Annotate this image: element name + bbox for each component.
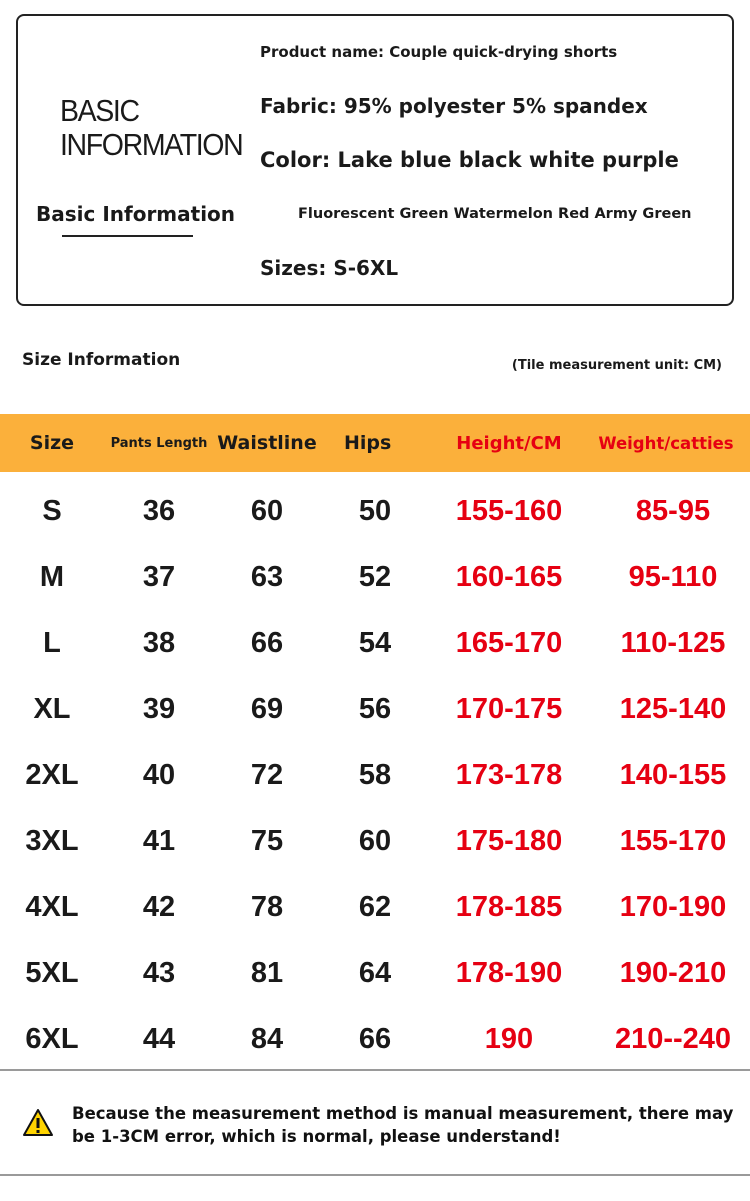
cell-pants-length: 41 bbox=[142, 824, 176, 857]
cell-hips: 60 bbox=[358, 824, 392, 857]
cell-size: 2XL bbox=[25, 758, 79, 791]
cell-waistline: 75 bbox=[250, 824, 284, 857]
cell-size: 3XL bbox=[25, 824, 79, 857]
cell-pants-length: 42 bbox=[142, 890, 176, 923]
color-info-more: Fluorescent Green Watermelon Red Army Green bbox=[298, 206, 692, 222]
cell-pants-length: 40 bbox=[142, 758, 176, 791]
header-height: Height/CM bbox=[456, 432, 562, 454]
sizes-info: Sizes: S-6XL bbox=[260, 256, 399, 280]
cell-size: 6XL bbox=[25, 1022, 79, 1055]
cell-waistline: 81 bbox=[250, 956, 284, 989]
cell-weight: 110-125 bbox=[620, 626, 726, 659]
cell-waistline: 63 bbox=[250, 560, 284, 593]
cell-weight: 95-110 bbox=[628, 560, 718, 593]
size-table-header bbox=[0, 414, 750, 472]
table-row bbox=[0, 478, 750, 544]
measurement-note: Because the measurement method is manual measurement, there may be 1-3CM error, which is normal, please understand! bbox=[72, 1104, 734, 1146]
table-row bbox=[0, 676, 750, 742]
cell-waistline: 78 bbox=[250, 890, 284, 923]
cell-weight: 155-170 bbox=[619, 824, 727, 857]
cell-weight: 140-155 bbox=[619, 758, 727, 791]
table-row bbox=[0, 874, 750, 940]
footer-divider-bottom bbox=[0, 1174, 750, 1176]
cell-hips: 66 bbox=[358, 1022, 392, 1055]
fabric-info: Fabric: 95% polyester 5% spandex bbox=[260, 94, 648, 118]
cell-height: 178-190 bbox=[455, 956, 563, 989]
cell-height: 175-180 bbox=[455, 824, 563, 857]
header-waistline: Waistline bbox=[217, 432, 317, 454]
cell-size: M bbox=[39, 560, 65, 593]
table-row bbox=[0, 610, 750, 676]
cell-hips: 64 bbox=[358, 956, 392, 989]
basic-info-subtitle: Basic Information bbox=[36, 202, 236, 226]
cell-weight: 190-210 bbox=[619, 956, 727, 989]
basic-info-heading bbox=[60, 94, 244, 162]
cell-hips: 56 bbox=[358, 692, 392, 725]
table-row bbox=[0, 1006, 750, 1072]
cell-weight: 85-95 bbox=[635, 494, 711, 527]
cell-size: S bbox=[42, 494, 62, 527]
cell-waistline: 72 bbox=[250, 758, 284, 791]
table-row bbox=[0, 742, 750, 808]
cell-height: 160-165 bbox=[455, 560, 563, 593]
cell-pants-length: 37 bbox=[142, 560, 176, 593]
cell-size: XL bbox=[33, 692, 71, 725]
cell-weight: 125-140 bbox=[619, 692, 727, 725]
header-pants-length: Pants Length bbox=[110, 435, 208, 451]
cell-waistline: 60 bbox=[250, 494, 284, 527]
cell-size: L bbox=[43, 626, 61, 659]
size-info-title: Size Information bbox=[22, 350, 181, 370]
cell-pants-length: 38 bbox=[142, 626, 176, 659]
product-name: Product name: Couple quick-drying shorts bbox=[260, 43, 618, 61]
cell-pants-length: 44 bbox=[142, 1022, 176, 1055]
cell-height: 173-178 bbox=[455, 758, 563, 791]
cell-hips: 62 bbox=[358, 890, 392, 923]
heading-line-2: INFORMATION bbox=[60, 127, 243, 162]
cell-pants-length: 36 bbox=[142, 494, 176, 527]
cell-pants-length: 39 bbox=[142, 692, 176, 725]
subtitle-underline bbox=[62, 235, 193, 237]
cell-height: 155-160 bbox=[455, 494, 563, 527]
cell-height: 165-170 bbox=[455, 626, 563, 659]
cell-waistline: 66 bbox=[250, 626, 284, 659]
cell-waistline: 69 bbox=[250, 692, 284, 725]
cell-size: 5XL bbox=[25, 956, 79, 989]
cell-hips: 58 bbox=[358, 758, 392, 791]
table-row bbox=[0, 940, 750, 1006]
cell-height: 178-185 bbox=[455, 890, 563, 923]
basic-info-box bbox=[16, 14, 734, 306]
table-row bbox=[0, 808, 750, 874]
heading-line-1: BASIC bbox=[60, 93, 139, 128]
cell-hips: 52 bbox=[358, 560, 392, 593]
cell-weight: 170-190 bbox=[619, 890, 727, 923]
header-weight: Weight/catties bbox=[598, 433, 734, 453]
header-hips: Hips bbox=[344, 432, 392, 454]
table-row bbox=[0, 544, 750, 610]
cell-pants-length: 43 bbox=[142, 956, 176, 989]
footer-divider-top bbox=[0, 1069, 750, 1071]
cell-waistline: 84 bbox=[250, 1022, 284, 1055]
color-info: Color: Lake blue black white purple bbox=[260, 148, 679, 172]
cell-weight: 210--240 bbox=[614, 1022, 732, 1055]
cell-hips: 54 bbox=[358, 626, 392, 659]
cell-hips: 50 bbox=[358, 494, 392, 527]
cell-size: 4XL bbox=[25, 890, 79, 923]
unit-note: (Tile measurement unit: CM) bbox=[511, 358, 722, 373]
cell-height: 170-175 bbox=[455, 692, 563, 725]
cell-height: 190 bbox=[484, 1022, 534, 1055]
warning-icon bbox=[22, 1108, 54, 1138]
header-size: Size bbox=[29, 432, 75, 454]
